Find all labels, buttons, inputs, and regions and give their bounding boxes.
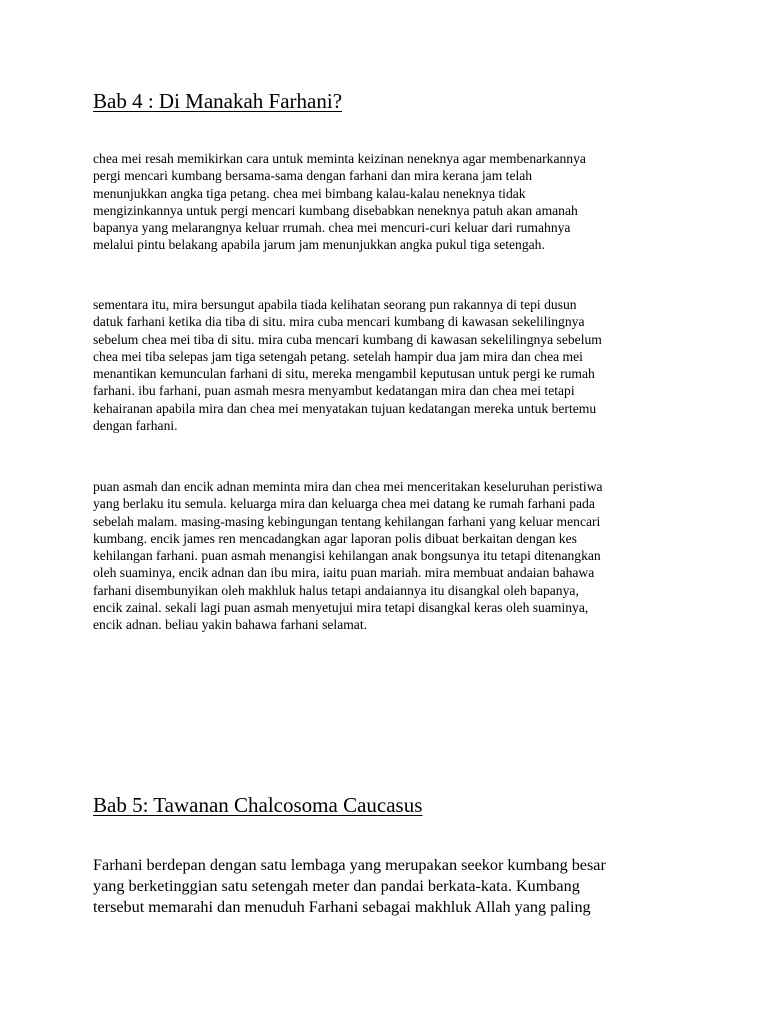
- text-line: dengan farhani.: [93, 418, 178, 434]
- chapter-5-paragraph: [93, 855, 693, 918]
- text-line: bapanya yang melarangnya keluar rrumah. chea mei mencuri-curi keluar dari rumahnya: [93, 220, 571, 236]
- text-line: encik zainal. sekali lagi puan asmah menyetujui mira tetapi disangkal keras oleh suaminya,: [93, 600, 589, 616]
- text-line: sementara itu, mira bersungut apabila tiada kelihatan seorang pun rakannya di tepi dusun: [93, 297, 577, 312]
- text-line: melalui pintu belakang apabila jarum jam menunjukkan angka pukul tiga setengah.: [93, 237, 545, 253]
- text-line: Farhani berdepan dengan satu lembaga yang merupakan seekor kumbang besar: [93, 856, 606, 874]
- text-line: mengizinkannya untuk pergi mencari kumbang disebabkan neneknya patuh akan amanah: [93, 202, 578, 218]
- text-line: datuk farhani ketika dia tiba di situ. mira cuba mencari kumbang di kawasan sekelilingnya: [93, 314, 585, 330]
- text-line: kumbang. encik james ren mencadangkan agar laporan polis dibuat berkaitan dengan kes: [93, 530, 577, 546]
- chapter-5-title: Bab 5: Tawanan Chalcosoma Caucasus: [93, 793, 423, 817]
- text-line: kehairanan apabila mira dan chea mei menyatakan tujuan kedatangan mereka untuk bertemu: [93, 400, 597, 416]
- text-line: farhani. ibu farhani, puan asmah mesra menyambut kedatangan mira dan chea mei tetapi: [93, 383, 575, 399]
- chapter-4-paragraph-3: [93, 478, 693, 634]
- text-line: farhani disembunyikan oleh makhluk halus tetapi andaiannya itu disangkal oleh bapanya,: [93, 582, 579, 598]
- text-line: tersebut memarahi dan menuduh Farhani sebagai makhluk Allah yang paling: [93, 898, 591, 916]
- chapter-4-paragraph-1: [93, 150, 693, 254]
- chapter-4-paragraph-2: [93, 296, 693, 434]
- text-line: chea mei resah memikirkan cara untuk meminta keizinan neneknya agar membenarkannya: [93, 151, 586, 166]
- text-line: kehilangan farhani. puan asmah menangisi kehilangan anak bongsunya itu tetapi ditenangkan: [93, 548, 601, 564]
- text-line: menunjukkan angka tiga petang. chea mei bimbang kalau-kalau neneknya tidak: [93, 185, 526, 201]
- text-line: menantikan kemunculan farhani di situ, mereka mengambil keputusan untuk pergi ke rumah: [93, 366, 595, 382]
- text-line: puan asmah dan encik adnan meminta mira dan chea mei menceritakan keseluruhan peristiwa: [93, 479, 603, 494]
- text-line: sebelah malam. masing-masing kebingungan tentang kehilangan farhani yang keluar mencari: [93, 513, 601, 529]
- text-line: pergi mencari kumbang bersama-sama dengan farhani dan mira kerana jam telah: [93, 168, 533, 184]
- text-line: chea mei tiba selepas jam tiga setengah petang. setelah hampir dua jam mira dan chea mei: [93, 348, 583, 364]
- text-line: yang berketinggian satu setengah meter dan pandai berkata-kata. Kumbang: [93, 877, 580, 895]
- text-line: encik adnan. beliau yakin bahawa farhani selamat.: [93, 617, 368, 633]
- text-line: sebelum chea mei tiba di situ. mira cuba mencari kumbang di kawasan sekelilingnya sebelum: [93, 331, 602, 347]
- text-line: yang berlaku itu semula. keluarga mira dan keluarga chea mei datang ke rumah farhani pada: [93, 496, 595, 512]
- text-line: oleh suaminya, encik adnan dan ibu mira, iaitu puan mariah. mira membuat andaian bahawa: [93, 565, 595, 581]
- chapter-4-title: Bab 4 : Di Manakah Farhani?: [93, 89, 343, 113]
